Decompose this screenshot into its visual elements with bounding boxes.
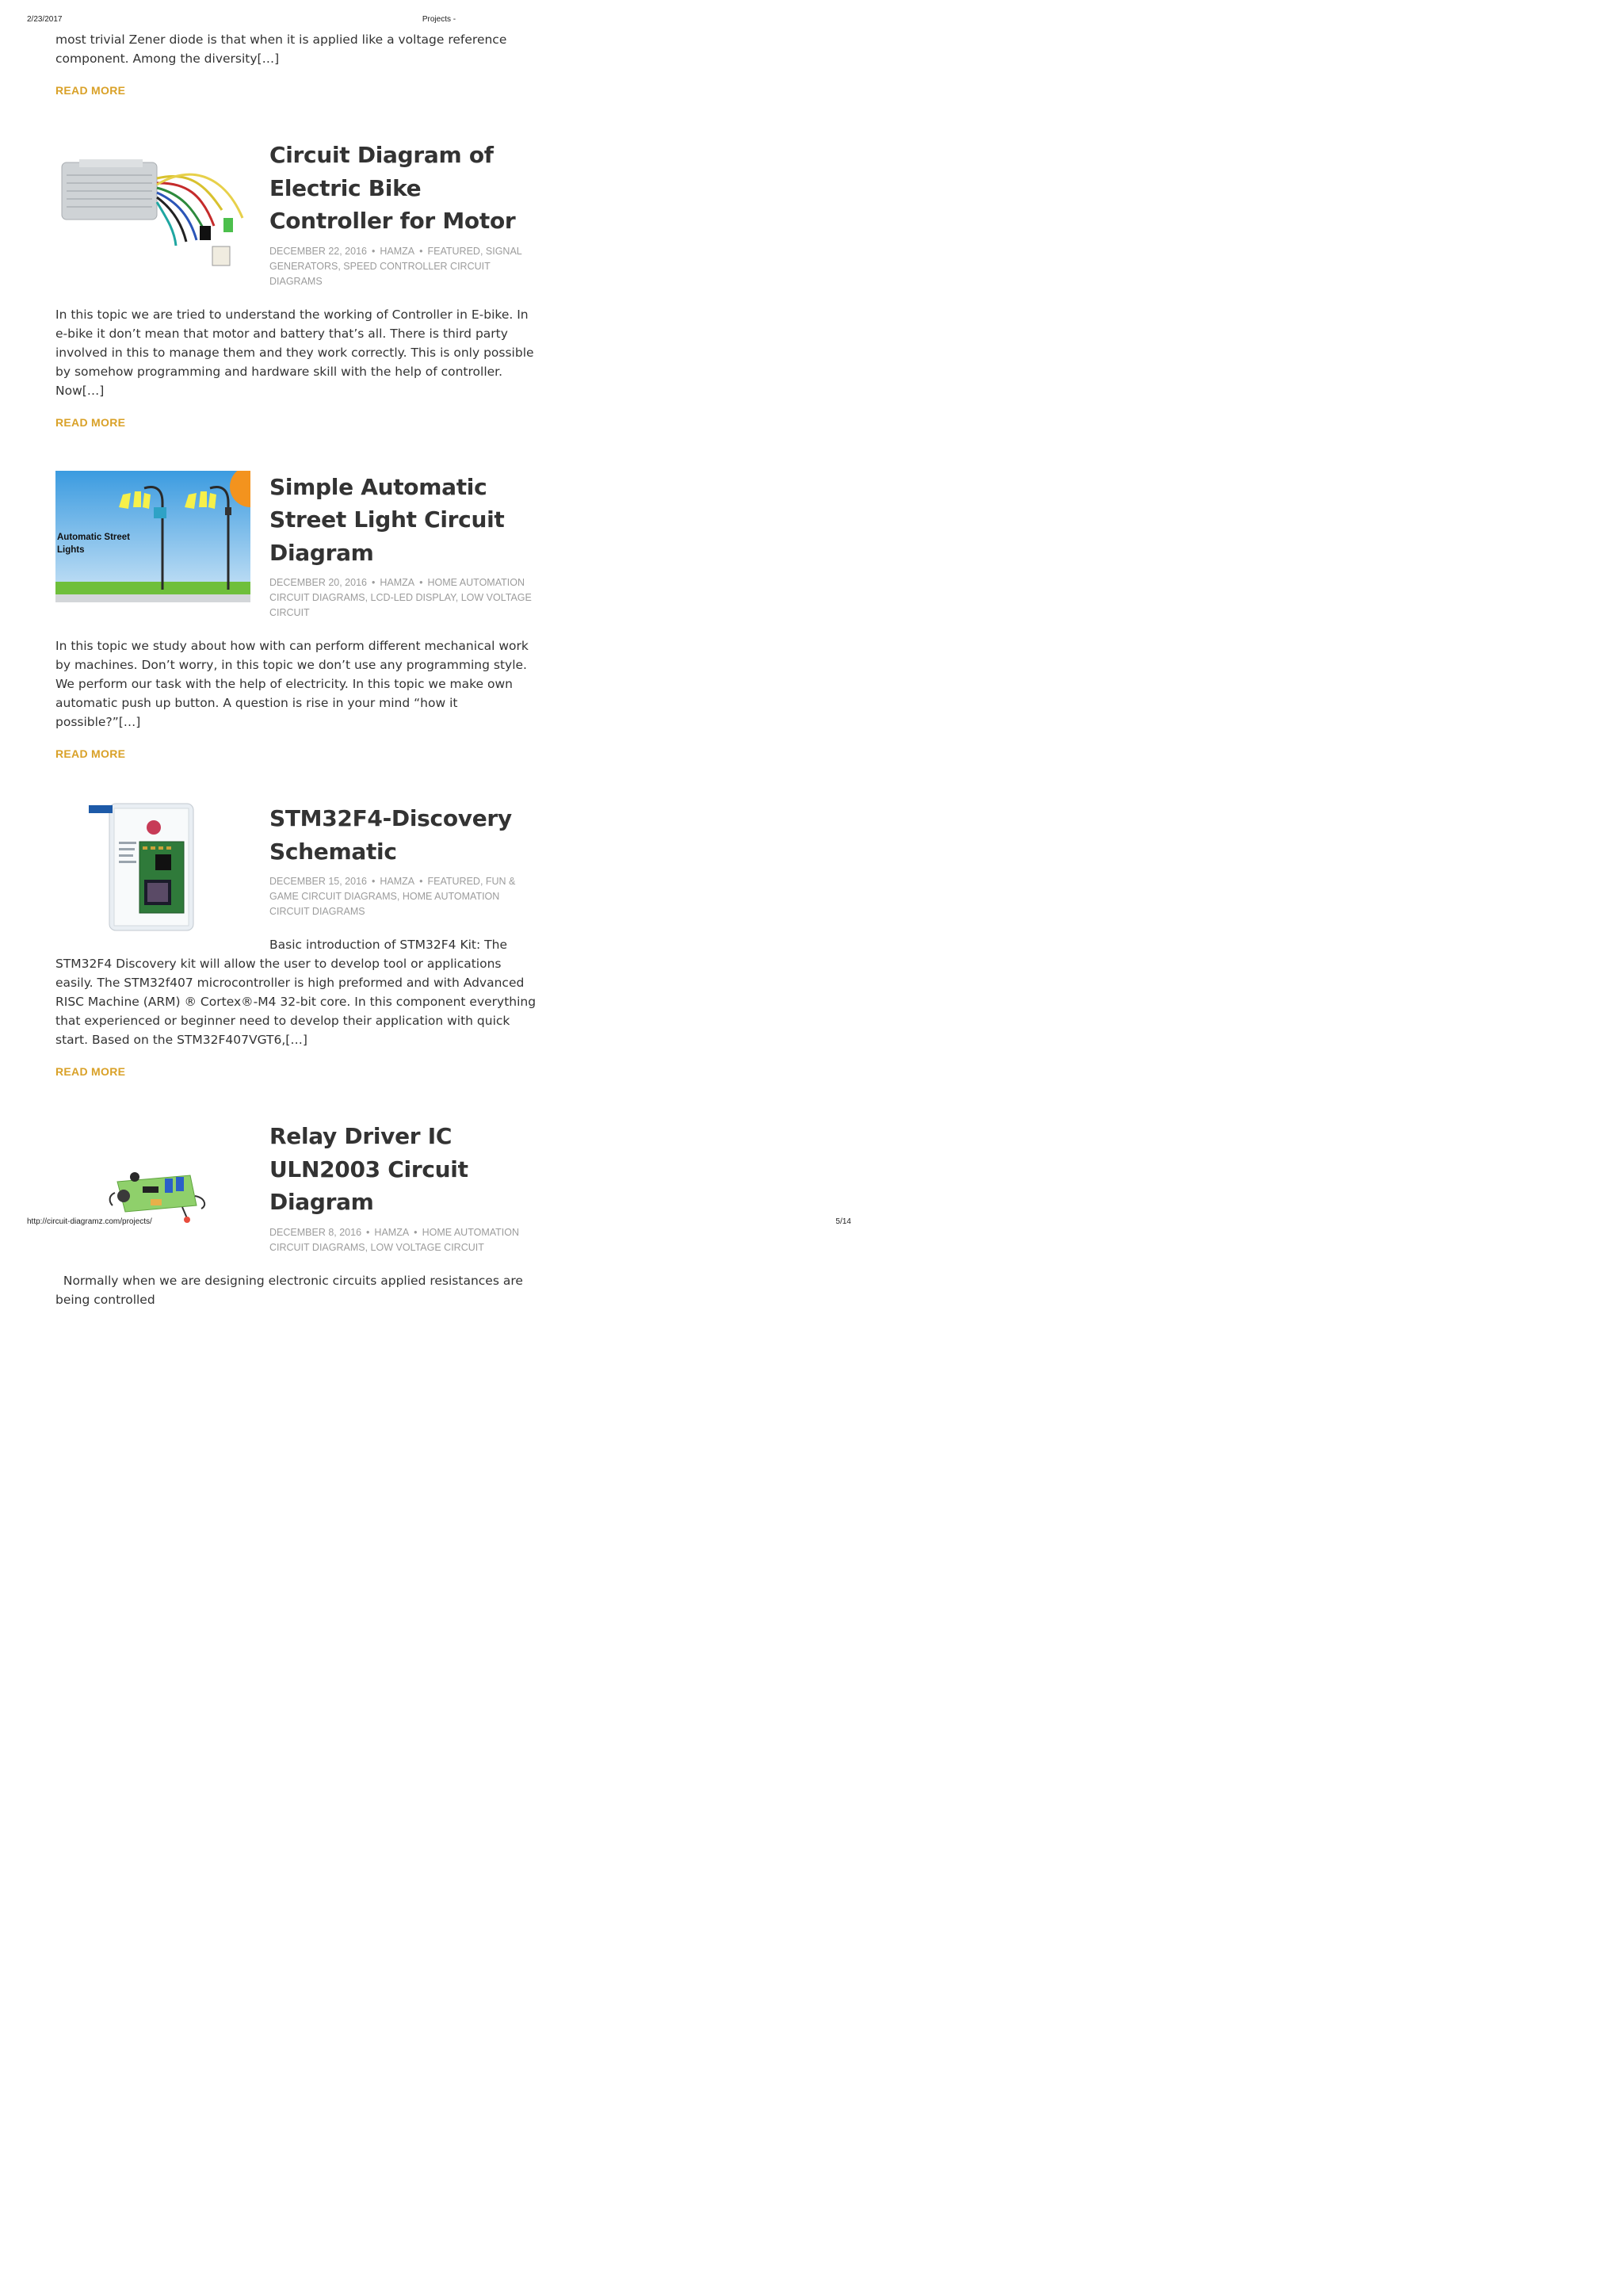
post-item bbox=[55, 1120, 540, 1309]
read-more-link[interactable]: READ MORE bbox=[55, 747, 126, 760]
street-light-image[interactable] bbox=[55, 471, 250, 602]
post-categories[interactable]: HOME AUTOMATION CIRCUIT DIAGRAMS, LOW VOLTAGE CIRCUIT bbox=[269, 1226, 520, 1253]
separator-dot: • bbox=[371, 245, 376, 257]
post-author[interactable]: HAMZA bbox=[380, 577, 415, 588]
separator-dot: • bbox=[366, 1226, 370, 1238]
separator-dot: • bbox=[414, 1226, 418, 1238]
post-excerpt: In this topic we are tried to understand the working of Controller in E-bike. In e-bike it don’t mean that motor and battery that’s all. There is third party involved in this to manage them and they work correctly. This is only possible by somehow programming and hardware skill with the help of controller. Now[…] bbox=[55, 307, 534, 398]
post-author[interactable]: HAMZA bbox=[380, 245, 415, 257]
post-item bbox=[55, 802, 540, 1079]
street-light-caption: Automatic Street Lights bbox=[57, 532, 131, 555]
print-footer bbox=[27, 1217, 851, 1228]
post-date[interactable]: DECEMBER 22, 2016 bbox=[269, 245, 367, 257]
post-author[interactable]: HAMZA bbox=[380, 876, 415, 887]
post-list bbox=[55, 30, 540, 1309]
read-more-link[interactable]: READ MORE bbox=[55, 415, 126, 429]
post-title[interactable]: Circuit Diagram of Electric Bike Controller for Motor bbox=[269, 142, 516, 234]
print-date: 2/23/2017 bbox=[27, 15, 63, 24]
intro-read-more-link[interactable]: READ MORE bbox=[55, 84, 126, 97]
print-page-number: 5/14 bbox=[835, 1217, 851, 1226]
separator-dot: • bbox=[371, 577, 376, 588]
post-excerpt: Normally when we are designing electronic circuits applied resistances are being controlled bbox=[55, 1273, 527, 1307]
bike-controller-image[interactable] bbox=[55, 139, 250, 270]
post-author[interactable]: HAMZA bbox=[374, 1226, 410, 1238]
post-title[interactable]: Relay Driver IC ULN2003 Circuit Diagram bbox=[269, 1123, 468, 1215]
post-title[interactable]: STM32F4-Discovery Schematic bbox=[269, 805, 512, 865]
separator-dot: • bbox=[419, 577, 423, 588]
print-page-title: Projects - bbox=[422, 15, 456, 24]
print-url: http://circuit-diagramz.com/projects/ bbox=[27, 1217, 152, 1226]
post-excerpt: In this topic we study about how with can perform different mechanical work by machines. Don’t worry, in this topic we don’t use any programming style. We perform our task with the help of electricity. In this topic we make own automatic push up button. A question is rise in your mind “how it possible?”[…] bbox=[55, 639, 529, 729]
stm32-kit-image[interactable] bbox=[55, 802, 250, 934]
post-date[interactable]: DECEMBER 8, 2016 bbox=[269, 1226, 362, 1238]
post-excerpt: Basic introduction of STM32F4 Kit: The STM32F4 Discovery kit will allow the user to develop tool or applications easily. The STM32f407 microcontroller is high preformed and with Advanced RISC Machine (ARM) ® Cortex®-M4 32-bit core. In this component everything that experienced or beginner need to develop their application with quick start. Based on the STM32F407VGT6,[…] bbox=[55, 938, 537, 1047]
separator-dot: • bbox=[419, 245, 423, 257]
post-item bbox=[55, 471, 540, 762]
post-date[interactable]: DECEMBER 15, 2016 bbox=[269, 876, 367, 887]
post-item bbox=[55, 139, 540, 430]
separator-dot: • bbox=[419, 876, 423, 887]
post-date[interactable]: DECEMBER 20, 2016 bbox=[269, 577, 367, 588]
post-categories[interactable]: FEATURED, SIGNAL GENERATORS, SPEED CONTROLLER CIRCUIT DIAGRAMS bbox=[269, 245, 522, 287]
post-categories[interactable]: HOME AUTOMATION CIRCUIT DIAGRAMS, LCD-LED DISPLAY, LOW VOLTAGE CIRCUIT bbox=[269, 577, 532, 618]
post-categories[interactable]: FEATURED, FUN & GAME CIRCUIT DIAGRAMS, HOME AUTOMATION CIRCUIT DIAGRAMS bbox=[269, 876, 516, 917]
separator-dot: • bbox=[371, 876, 376, 887]
post-title[interactable]: Simple Automatic Street Light Circuit Diagram bbox=[269, 473, 505, 566]
read-more-link[interactable]: READ MORE bbox=[55, 1065, 126, 1078]
intro-excerpt: most trivial Zener diode is that when it is applied like a voltage reference component. Among the diversity[…] bbox=[55, 32, 507, 66]
relay-board-image[interactable] bbox=[55, 1120, 250, 1251]
print-header bbox=[27, 15, 851, 26]
